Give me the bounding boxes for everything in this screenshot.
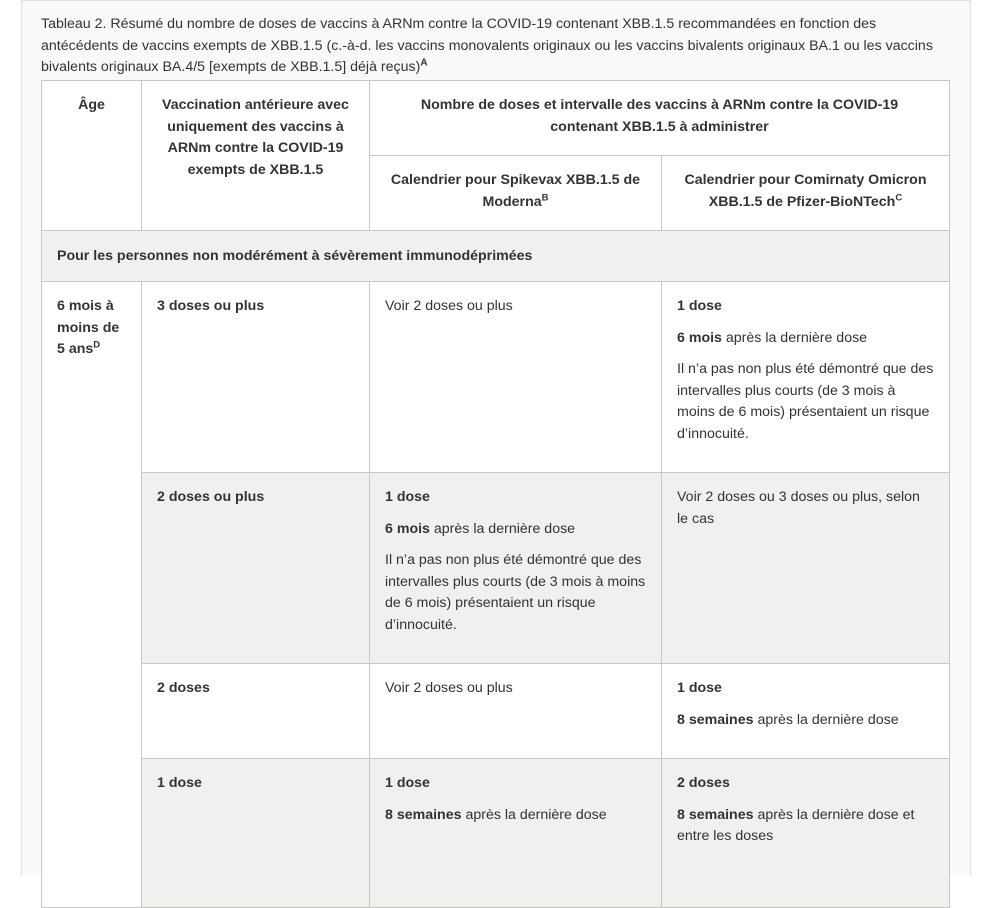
header-moderna: Calendrier pour Spikevax XBB.1.5 de Moderna$^B$	[370, 156, 662, 231]
header-age: Âge	[42, 81, 142, 231]
prior-cell: 3 doses ou plus	[142, 282, 370, 473]
age-group-cell: 6 mois à moins de 5 ans$^D$	[42, 282, 142, 908]
header-doses-interval: Nombre de doses et intervalle des vaccins à ARNm contre la COVID-19 contenant XBB.1.5 à administrer	[370, 81, 950, 156]
section-row: Pour les personnes non modérément à sévèrement immunodéprimées	[42, 231, 950, 282]
pfizer-cell: 1 dose 6 mois après la dernière dose Il n’a pas non plus été démontré que des intervalles plus courts (de 3 mois à moins de 6 mois) présentaient un risque d’innocuité.	[662, 282, 950, 473]
table-caption: Tableau 2. Résumé du nombre de doses de vaccins à ARNm contre la COVID-19 contenant XBB.1.5 recommandées en fonction des antécédents de vaccins exempts de XBB.1.5 (c.-à-d. les vaccins monovalents originaux ou les vaccins bivalents originaux BA.1 ou les vaccins bivalents originaux BA.4/5 [exempts de XBB.1.5] déjà reçus)$^A$	[41, 16, 933, 75]
vaccine-dose-table	[41, 80, 950, 908]
pfizer-cell: 1 dose 8 semaines après la dernière dose	[662, 664, 950, 759]
moderna-cell: Voir 2 doses ou plus	[370, 664, 662, 759]
prior-cell: 2 doses	[142, 664, 370, 759]
pfizer-cell: Voir 2 doses ou 3 doses ou plus, selon le cas	[662, 473, 950, 664]
header-pfizer: Calendrier pour Comirnaty Omicron XBB.1.5 de Pfizer-BioNTech$^C$	[662, 156, 950, 231]
prior-cell: 2 doses ou plus	[142, 473, 370, 664]
pfizer-cell: 2 doses 8 semaines après la dernière dose et entre les doses	[662, 759, 950, 908]
moderna-cell: Voir 2 doses ou plus	[370, 282, 662, 473]
header-prior-vaccination: Vaccination antérieure avec uniquement des vaccins à ARNm contre la COVID-19 exempts de XBB.1.5	[142, 81, 370, 231]
moderna-cell: 1 dose 6 mois après la dernière dose Il n’a pas non plus été démontré que des intervalles plus courts (de 3 mois à moins de 6 mois) présentaient un risque d’innocuité.	[370, 473, 662, 664]
prior-cell: 1 dose	[142, 759, 370, 908]
moderna-cell: 1 dose 8 semaines après la dernière dose	[370, 759, 662, 908]
